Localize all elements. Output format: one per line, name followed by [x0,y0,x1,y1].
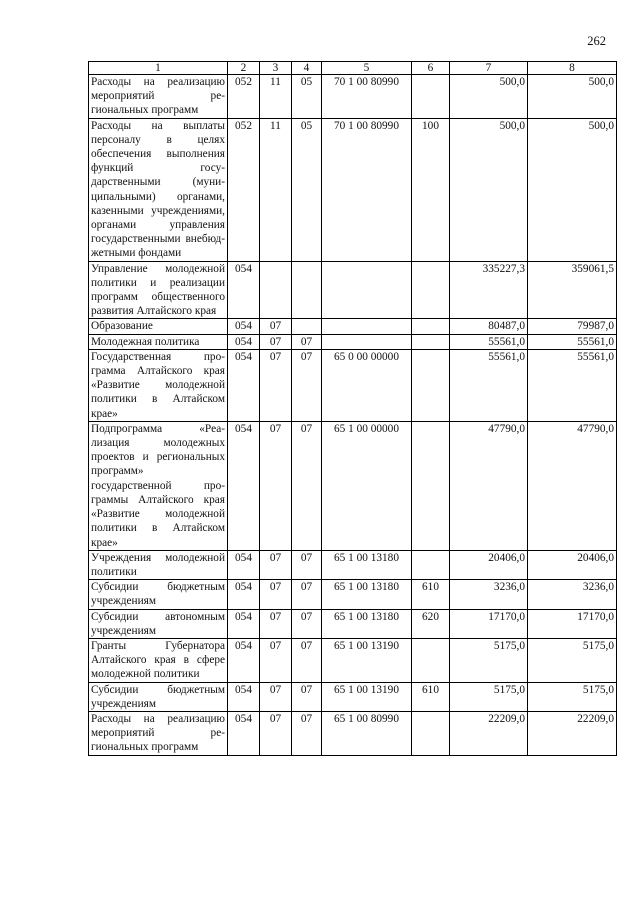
amount-year1-cell: 17170,0 [450,609,528,638]
ministry-code-cell: 054 [228,261,260,319]
amount-year1-cell: 5175,0 [450,638,528,682]
target-item-cell: 65 1 00 13180 [322,580,412,609]
amount-year2-cell: 55561,0 [528,349,617,421]
row-name-cell: Расходы на реализацию мероприятий региональных программ [89,711,228,755]
row-name-cell: Субсидии автономным учреждениям [89,609,228,638]
row-name-cell: Молодежная политика [89,334,228,349]
subsection-code-cell: 07 [292,349,322,421]
target-item-cell [322,334,412,349]
amount-year2-cell: 500,0 [528,75,617,119]
amount-year2-cell: 22209,0 [528,711,617,755]
header-row [89,62,617,75]
subsection-code-cell: 05 [292,118,322,261]
target-item-cell [322,319,412,334]
ministry-code-cell: 054 [228,319,260,334]
subsection-code-cell: 07 [292,711,322,755]
header-cell-7: 7 [450,62,528,75]
header-cell-6: 6 [412,62,450,75]
header-cell-5: 5 [322,62,412,75]
expense-type-cell: 620 [412,609,450,638]
section-code-cell: 07 [260,334,292,349]
budget-table [88,61,617,756]
header-cell-2: 2 [228,62,260,75]
page-number: 262 [587,34,606,48]
row-name-cell: Подпрограмма «Реализация молодежных проектов и региональных программ» государственной программы Алтайского края «Развитие молодежной политики в Алтайском крае» [89,421,228,550]
target-item-cell: 65 1 00 80990 [322,711,412,755]
section-code-cell [260,261,292,319]
section-code-cell: 07 [260,319,292,334]
subsection-code-cell: 07 [292,682,322,711]
ministry-code-cell: 054 [228,550,260,579]
header-cell-4: 4 [292,62,322,75]
target-item-cell: 70 1 00 80990 [322,75,412,119]
table-row [89,638,617,682]
amount-year2-cell: 5175,0 [528,682,617,711]
header-cell-3: 3 [260,62,292,75]
section-code-cell: 07 [260,638,292,682]
target-item-cell: 65 1 00 00000 [322,421,412,550]
expense-type-cell [412,638,450,682]
row-name-cell: Управление молодежной политики и реализации программ общественного развития Алтайского края [89,261,228,319]
amount-year1-cell: 80487,0 [450,319,528,334]
row-name-cell: Учреждения молодежной политики [89,550,228,579]
ministry-code-cell: 052 [228,75,260,119]
table-row [89,261,617,319]
section-code-cell: 11 [260,75,292,119]
target-item-cell: 65 1 00 13180 [322,609,412,638]
amount-year2-cell: 47790,0 [528,421,617,550]
subsection-code-cell: 07 [292,334,322,349]
section-code-cell: 11 [260,118,292,261]
amount-year1-cell: 500,0 [450,75,528,119]
section-code-cell: 07 [260,421,292,550]
row-name-cell: Расходы на реализацию мероприятий региональных программ [89,75,228,119]
amount-year1-cell: 335227,3 [450,261,528,319]
table-row [89,682,617,711]
subsection-code-cell: 07 [292,609,322,638]
ministry-code-cell: 054 [228,580,260,609]
amount-year1-cell: 47790,0 [450,421,528,550]
amount-year1-cell: 20406,0 [450,550,528,579]
target-item-cell: 65 1 00 13190 [322,638,412,682]
amount-year2-cell: 17170,0 [528,609,617,638]
amount-year2-cell: 3236,0 [528,580,617,609]
amount-year2-cell: 79987,0 [528,319,617,334]
section-code-cell: 07 [260,711,292,755]
expense-type-cell [412,421,450,550]
expense-type-cell: 610 [412,682,450,711]
table-row [89,75,617,119]
ministry-code-cell: 054 [228,682,260,711]
expense-type-cell [412,319,450,334]
amount-year1-cell: 22209,0 [450,711,528,755]
subsection-code-cell: 07 [292,580,322,609]
ministry-code-cell: 052 [228,118,260,261]
subsection-code-cell [292,319,322,334]
row-name-cell: Субсидии бюджетным учреждениям [89,580,228,609]
amount-year1-cell: 3236,0 [450,580,528,609]
ministry-code-cell: 054 [228,609,260,638]
table-row [89,319,617,334]
target-item-cell: 65 1 00 13180 [322,550,412,579]
amount-year1-cell: 55561,0 [450,334,528,349]
subsection-code-cell: 05 [292,75,322,119]
amount-year2-cell: 55561,0 [528,334,617,349]
target-item-cell: 65 1 00 13190 [322,682,412,711]
row-name-cell: Расходы на выплаты персоналу в целях обеспечения выполнения функций государственными (муниципальными) органами, казенными учреждениями, органами управления государственными внебюджетными фондами [89,118,228,261]
amount-year2-cell: 500,0 [528,118,617,261]
expense-type-cell [412,334,450,349]
table-row [89,580,617,609]
table-row [89,334,617,349]
target-item-cell: 70 1 00 80990 [322,118,412,261]
target-item-cell: 65 0 00 00000 [322,349,412,421]
expense-type-cell [412,75,450,119]
row-name-cell: Гранты Губернатора Алтайского края в сфере молодежной политики [89,638,228,682]
expense-type-cell [412,711,450,755]
target-item-cell [322,261,412,319]
ministry-code-cell: 054 [228,421,260,550]
section-code-cell: 07 [260,580,292,609]
row-name-cell: Субсидии бюджетным учреждениям [89,682,228,711]
table-row [89,550,617,579]
expense-type-cell: 610 [412,580,450,609]
subsection-code-cell [292,261,322,319]
expense-type-cell [412,349,450,421]
amount-year2-cell: 20406,0 [528,550,617,579]
ministry-code-cell: 054 [228,638,260,682]
section-code-cell: 07 [260,550,292,579]
section-code-cell: 07 [260,609,292,638]
row-name-cell: Образование [89,319,228,334]
header-cell-1: 1 [89,62,228,75]
table-row [89,421,617,550]
row-name-cell: Государственная программа Алтайского края «Развитие молодежной политики в Алтайском крае» [89,349,228,421]
table-row [89,609,617,638]
header-cell-8: 8 [528,62,617,75]
section-code-cell: 07 [260,682,292,711]
amount-year1-cell: 500,0 [450,118,528,261]
amount-year2-cell: 5175,0 [528,638,617,682]
expense-type-cell [412,261,450,319]
ministry-code-cell: 054 [228,711,260,755]
amount-year2-cell: 359061,5 [528,261,617,319]
subsection-code-cell: 07 [292,638,322,682]
amount-year1-cell: 55561,0 [450,349,528,421]
expense-type-cell [412,550,450,579]
table-row [89,118,617,261]
table-row [89,711,617,755]
amount-year1-cell: 5175,0 [450,682,528,711]
subsection-code-cell: 07 [292,421,322,550]
ministry-code-cell: 054 [228,334,260,349]
section-code-cell: 07 [260,349,292,421]
table-row [89,349,617,421]
subsection-code-cell: 07 [292,550,322,579]
ministry-code-cell: 054 [228,349,260,421]
expense-type-cell: 100 [412,118,450,261]
